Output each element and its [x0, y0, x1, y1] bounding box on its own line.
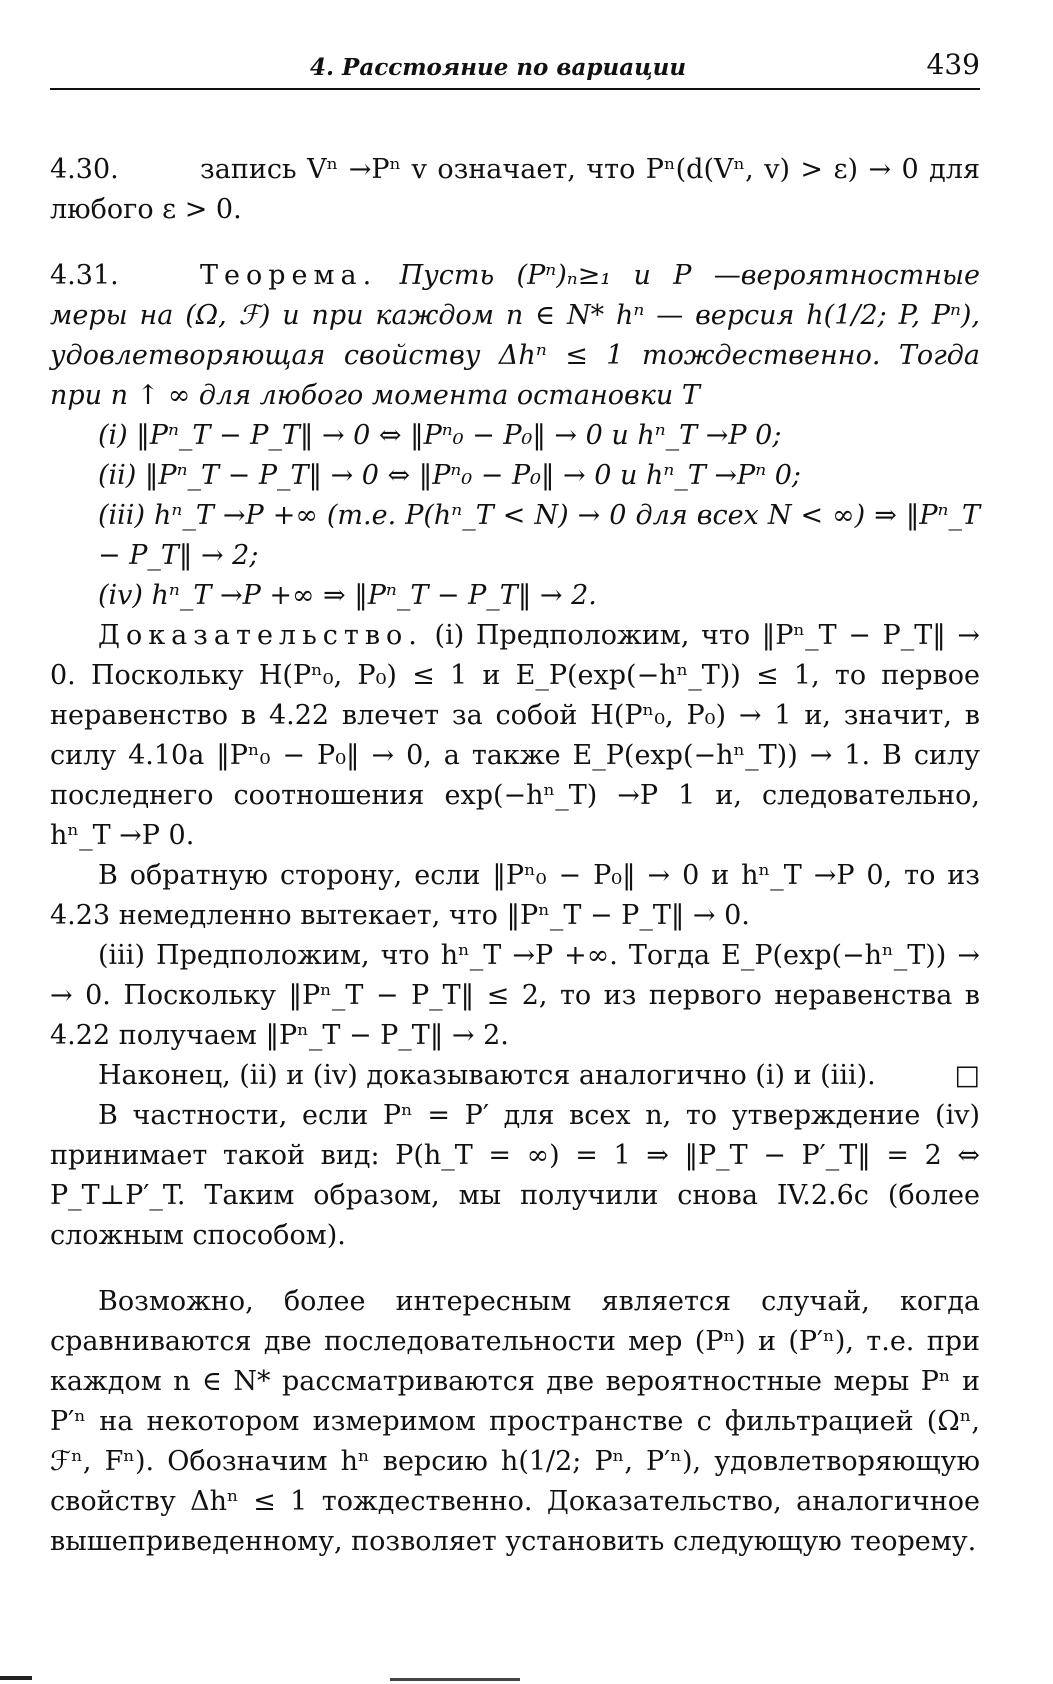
qed-mark: □: [954, 1060, 980, 1091]
item-number: 4.31.: [50, 260, 119, 291]
theorem-heading: Теорема.: [200, 260, 378, 291]
proof-text: (i) Предположим, что ‖Pⁿ_T − P_T‖ → 0. Поскольку H(Pⁿ₀, P₀) ≤ 1 и E_P(exp(−hⁿ_T)) ≤ 1, то первое неравенство в 4.22 влечет за собой H(Pⁿ₀, P₀) → 1 и, значит, в силу 4.10а ‖Pⁿ₀ − P₀‖ → 0, а также E_P(exp(−hⁿ_T)) → 1. В силу последнего соотношения exp(−hⁿ_T) →P 1 и, следовательно, hⁿ_T →P 0.: [50, 620, 980, 851]
paragraph-text: Наконец, (ii) и (iv) доказываются аналогично (i) и (iii).: [98, 1060, 876, 1091]
proof-iii: (iii) Предположим, что hⁿ_T →P +∞. Тогда E_P(exp(−hⁿ_T)) → → 0. Поскольку ‖Pⁿ_T − P_T‖ ≤ 2, то из первого неравенства в 4.22 получаем ‖Pⁿ_T − P_T‖ → 2.: [50, 940, 980, 1051]
proof-converse: В обратную сторону, если ‖Pⁿ₀ − P₀‖ → 0 и hⁿ_T →P 0, то из 4.23 немедленно вытекает, что ‖Pⁿ_T − P_T‖ → 0.: [50, 860, 980, 931]
theorem-item-iv: (iv) hⁿ_T →P +∞ ⇒ ‖Pⁿ_T − P_T‖ → 2.: [98, 580, 597, 611]
scan-artifacts: [0, 1676, 1053, 1684]
paragraph-4-30: [50, 150, 980, 230]
page-number: 439: [926, 48, 980, 81]
theorem-item-i: (i) ‖Pⁿ_T − P_T‖ → 0 ⇔ ‖Pⁿ₀ − P₀‖ → 0 и hⁿ_T →P 0;: [98, 420, 782, 451]
theorem-4-31: [50, 256, 980, 416]
theorem-item-iii: (iii) hⁿ_T →P +∞ (т.е. P(hⁿ_T < N) → 0 для всех N < ∞) ⇒ ‖Pⁿ_T − P_T‖ → 2;: [98, 500, 980, 571]
running-header: [50, 48, 980, 90]
proof-conclusion: [50, 1056, 980, 1096]
remark-paragraph: В частности, если Pⁿ = P′ для всех n, то утверждение (iv) принимает такой вид: P(h_T = ∞) = 1 ⇒ ‖P_T − P′_T‖ = 2 ⇔ P_T⊥P′_T. Таким образом, мы получили снова IV.2.6c (более сложным способом).: [50, 1100, 980, 1251]
page-body: [50, 150, 980, 1562]
proof-paragraph: [50, 616, 980, 856]
paragraph-text: запись Vⁿ →Pⁿ v означает, что Pⁿ(d(Vⁿ, v) > ε) → 0 для любого ε > 0.: [50, 154, 980, 225]
chapter-title: 4. Расстояние по вариации: [310, 54, 687, 81]
proof-heading: Доказательство.: [98, 620, 423, 651]
item-number: 4.30.: [50, 154, 119, 185]
theorem-statement: Пусть (Pⁿ)ₙ≥₁ и P —вероятностные меры на (Ω, ℱ) и при каждом n ∈ N* hⁿ — версия h(1/2; P, Pⁿ), удовлетворяющая свойству Δhⁿ ≤ 1 тождественно. Тогда при n ↑ ∞ для любого момента остановки T: [50, 260, 980, 411]
theorem-item-ii: (ii) ‖Pⁿ_T − P_T‖ → 0 ⇔ ‖Pⁿ₀ − P₀‖ → 0 и hⁿ_T →Pⁿ 0;: [98, 460, 802, 491]
closing-paragraph: Возможно, более интересным является случай, когда сравниваются две последовательности мер (Pⁿ) и (P′ⁿ), т.е. при каждом n ∈ N* рассматриваются две вероятностные меры Pⁿ и P′ⁿ на некотором измеримом пространстве с фильтрацией (Ωⁿ, ℱⁿ, Fⁿ). Обозначим hⁿ версию h(1/2; Pⁿ, P′ⁿ), удовлетворяющую свойству Δhⁿ ≤ 1 тождественно. Доказательство, аналогичное вышеприведенному, позволяет установить следующую теорему.: [50, 1286, 980, 1557]
